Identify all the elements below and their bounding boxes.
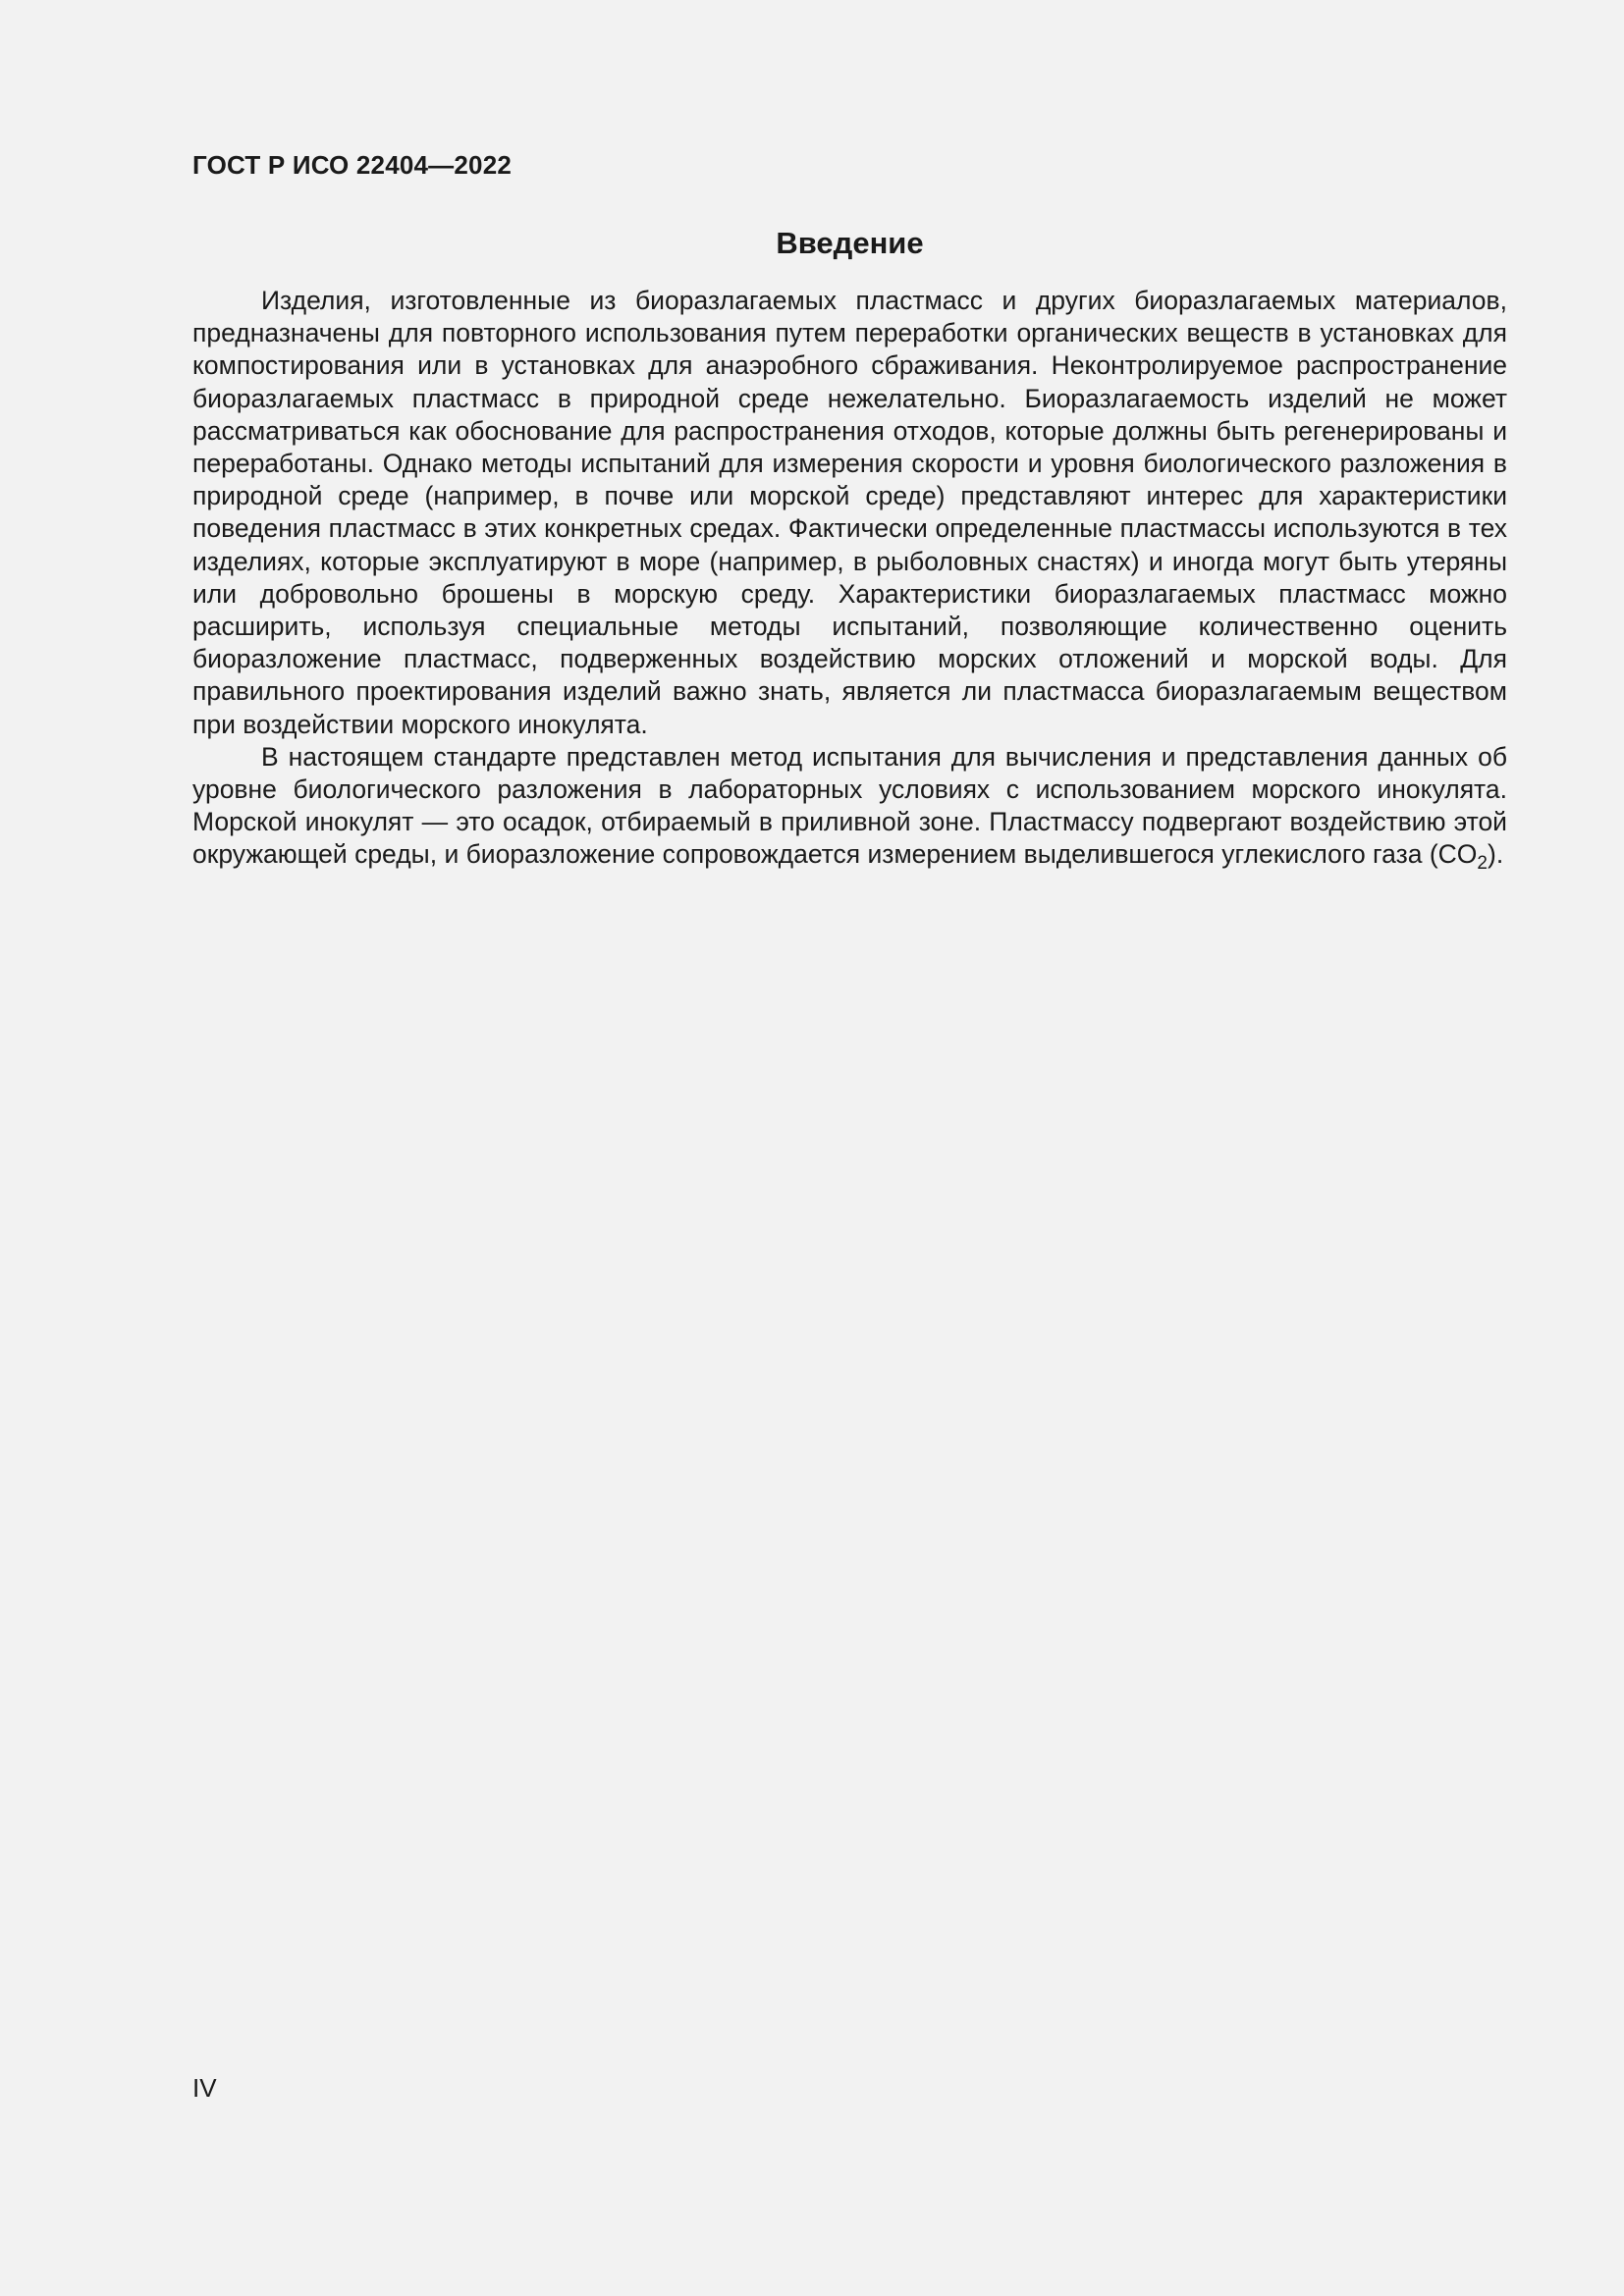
paragraph — [192, 285, 1507, 741]
subscript: 2 — [1477, 853, 1488, 875]
paragraph-text: Изделия, изготовленные из биоразлагаемых пластмасс и других биоразлагаемых материалов, предназначены для повторного использования путем переработки органических веществ в установках для компостирования или в установках для анаэробного сбраживания. Неконтролируемое распространение биоразлагаемых пластмасс в природной среде нежелательно. Биоразлагаемость изделий не может рассматриваться как обоснование для распространения отходов, которые должны быть регенерированы и переработаны. Однако методы испытаний для измерения скорости и уровня биологического разложения в природной среде (например, в почве или морской среде) представляют интерес для характеристики поведения пластмасс в этих конкретных средах. Фактически определенные пластмассы используются в тех изделиях, которые эксплуатируют в море (например, в рыболовных снастях) и иногда могут быть утеряны или добровольно брошены в морскую среду. Характеристики биоразлагаемых пластмасс можно расширить, используя специальные методы испытаний, позволяющие количественно оценить биоразложение пластмасс, подверженных воздействию морских отложений и морской воды. Для правильного проектирования изделий важно знать, является ли пластмасса биоразлагаемым веществом при воздействии морского инокулята. — [192, 286, 1507, 739]
paragraph-text: В настоящем стандарте представлен метод испытания для вычисления и представления данных об уровне биологического разложения в лабораторных условиях с использованием морского инокулята. Морской инокулят — это осадок, отбираемый в приливной зоне. Пластмассу подвергают воздействию этой окружающей среды, и биоразложение сопровождается измерением выделившегося углекислого газа (CO — [192, 741, 1507, 870]
section-title: Введение — [776, 226, 924, 260]
body-text — [192, 285, 1507, 875]
document-header: ГОСТ Р ИСО 22404—2022 — [192, 150, 513, 180]
paragraph-tail: ). — [1488, 839, 1504, 870]
paragraph — [192, 741, 1507, 875]
page-number: IV — [192, 2073, 217, 2103]
